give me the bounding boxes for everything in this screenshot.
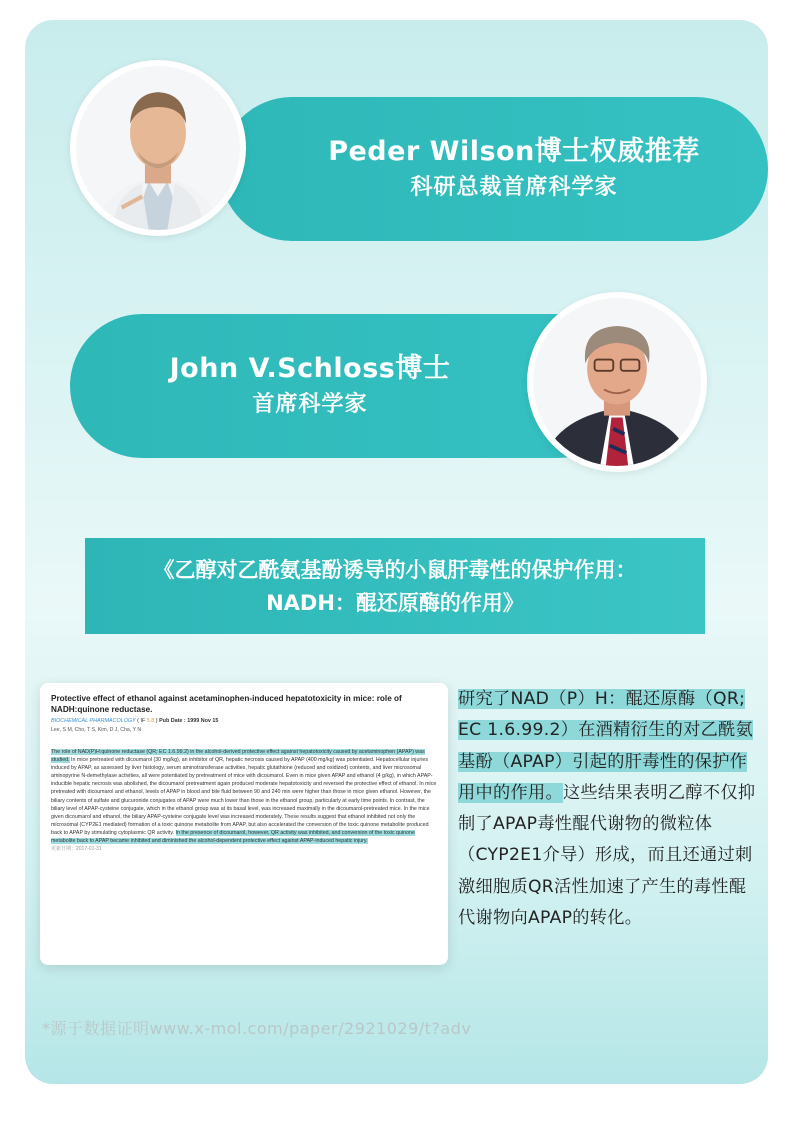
- abstract-highlight-2: In the presence of dicoumarol, however, QR activity was inhibited, and conversion of the toxic quinone metabolite back to APAP became inhibited and diminished the alcohol-dependent protective effect against APAP-induced hepatic injury.: [51, 829, 415, 845]
- abstract-highlight-1: The role of NAD(P)H:quinone reductase (QR; EC 1.6.99.2) in the alcohol-derived protective effect against hepatotoxicity caused by acetaminophen (APAP) was studied.: [51, 749, 425, 764]
- paper-if-label: ( IF: [137, 718, 146, 724]
- study-title-line1: 《乙醇对乙酰氨基酚诱导的小鼠肝毒性的保护作用：: [153, 558, 637, 582]
- expert-name-2: John V.Schloss博士: [169, 353, 451, 384]
- paper-authors: Lee, S M, Cho, T S, Kim, D J, Cha, Y N: [51, 727, 142, 733]
- paper-if-close: ): [155, 718, 158, 724]
- expert-portrait-1: [70, 60, 246, 236]
- description-highlight: 研究了NAD（P）H：醌还原酶（QR; EC 1.6.99.2）在酒精衍生的对乙酰氨基酚（APAP）引起的肝毒性的保护作用中的作用。: [458, 689, 754, 803]
- study-title: [85, 538, 705, 634]
- paper-screenshot: [40, 683, 448, 965]
- expert-banner-1: [220, 97, 768, 241]
- paper-if-value: 5.8: [146, 718, 155, 724]
- study-description: [458, 684, 758, 934]
- description-rest: 这些结果表明乙醇不仅抑制了APAP毒性醌代谢物的微粒体（CYP2E1介导）形成，而且还通过刺激细胞质QR活性加速了产生的毒性醌代谢物向APAP的转化。: [458, 782, 756, 929]
- abstract-body: In mice pretreated with dicoumarol (30 mg/kg), an inhibitor of QR, hepatic necrosis caused by APAP (400 mg/kg) was potentiated. Hepatocellular injuries induced by APAP, as assessed by liver histology, serum aminotransferase activities, hepatic glutathione (reduced and oxidized) contents, and liver microsomal aminopyrine N-demethylase activities, all were potentiated by pretreatment of mice with dicoumarol. Even in mice given APAP and ethanol (4 g/kg), in which APAP-inducible hepatic necrosis was abolished, the dicoumarol pretreatment again produced moderate hepatotoxicity and reversed the protective effect of ethanol. In mice pretreated with dicoumarol and ethanol, levels of APAP in blood and bile fluid between 90 and 240 min were higher than those in mice given ethanol. However, the biliary contents of sulfate and glucuronide conjugates of APAP were much lower than those in the ethanol group, particularly at early time points. In contrast, the biliary level of APAP-cysteine conjugate, which in the ethanol group was at its basal level, was increased maximally in the dicoumarol-pretreated mice. In the mice given dicoumarol and ethanol, the biliary APAP-cysteine conjugate level was increased moderately. These results suggest that ethanol inhibited not only the microsomal (CYP2E1 mediated) formation of a toxic quinone metabolite from APAP, but also accelerated the conversion of the toxic quinone metabolite produced back to APAP by stimulating cytoplasmic QR activity.: [51, 757, 437, 836]
- paper-abstract: [51, 748, 437, 845]
- expert-portrait-2: [527, 292, 707, 472]
- expert-name-1: Peder Wilson博士权威推荐: [328, 136, 700, 167]
- paper-pub-date: Pub Date : 1999 Nov 15: [159, 718, 219, 724]
- paper-journal: BIOCHEMICAL PHARMACOLOGY: [51, 718, 136, 724]
- expert-role-1: 科研总裁首席科学家: [410, 175, 618, 200]
- doctor-portrait-1-icon: [76, 66, 240, 230]
- doctor-portrait-2-icon: [533, 298, 701, 466]
- paper-meta: [51, 717, 437, 726]
- study-title-line2: NADH：醌还原酶的作用》: [266, 591, 524, 615]
- source-note: *源于数据证明www.x-mol.com/paper/2921029/t?adv: [42, 1019, 472, 1038]
- paper-updated-date: 更新日期：2017-01-31: [51, 846, 102, 853]
- paper-title: Protective effect of ethanol against acetaminophen-induced hepatotoxicity in mice: role of NADH:quinone reductase.: [51, 694, 402, 714]
- expert-role-2: 首席科学家: [252, 392, 368, 417]
